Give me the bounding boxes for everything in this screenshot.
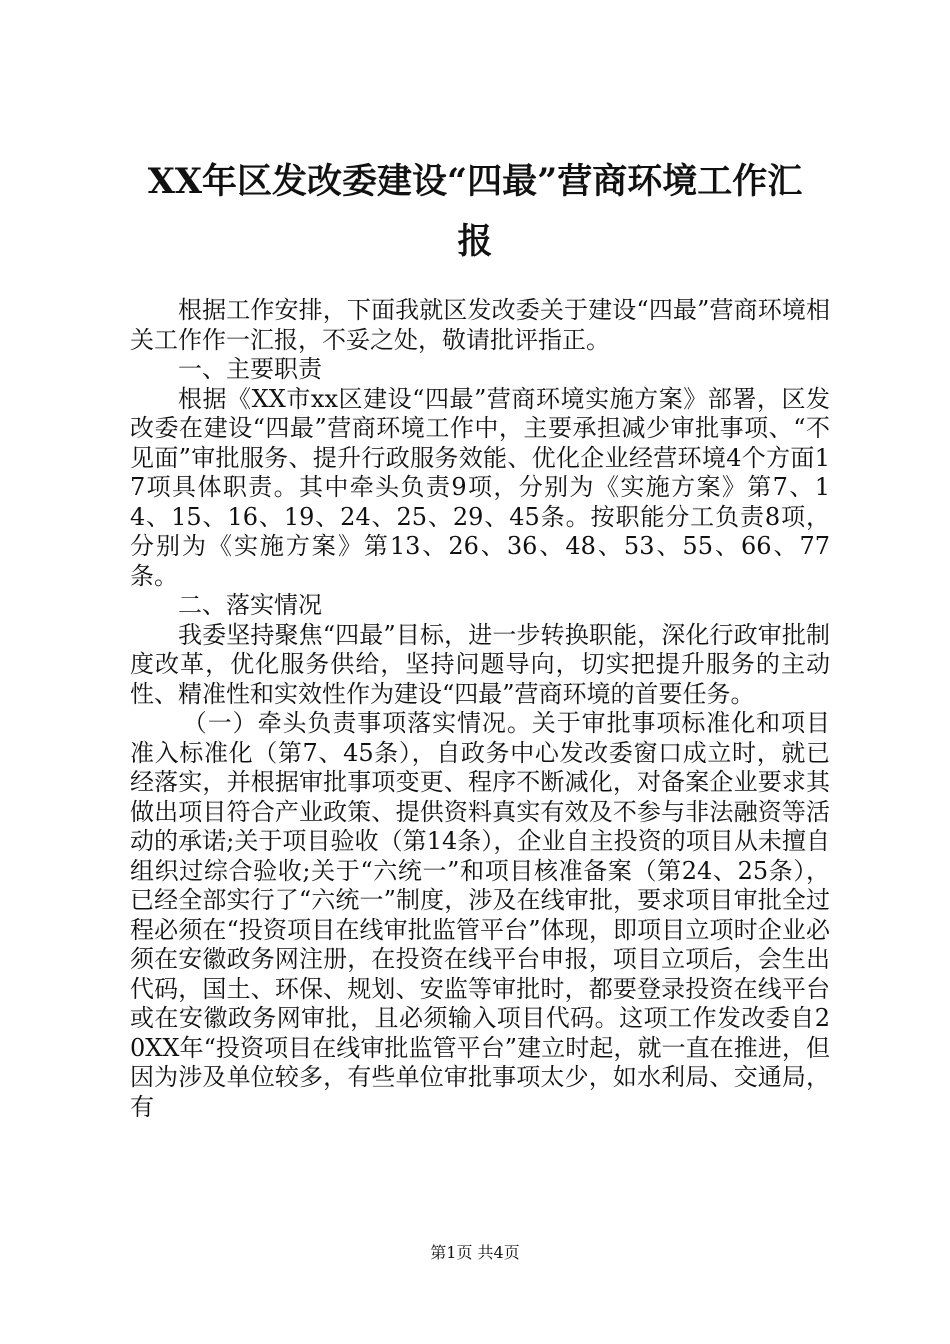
- document-title-line-2: 报: [457, 221, 493, 262]
- intro-paragraph: 根据工作安排，下面我就区发改委关于建设“四最”营商环境相关工作作一汇报，不妥之处，敬请批评指正。: [130, 296, 830, 354]
- lead-items-paragraph: （一）牵头负责事项落实情况。关于审批事项标准化和项目准入标准化（第7、45条），自政务中心发改委窗口成立时，就已经落实，并根据审批事项变更、程序不断减化，对备案企业要求其做出项目符合产业政策、提供资料真实有效及不参与非法融资等活动的承诺;关于项目验收（第14条），企业自主投资的项目从未擅自组织过综合验收;关于“六统一”和项目核准备案（第24、25条），已经全部实行了“六统一”制度，涉及在线审批，要求项目审批全过程必须在“投资项目在线审批监管平台”体现，即项目立项时企业必须在安徽政务网注册，在投资在线平台申报，项目立项后，会生出代码，国土、环保、规划、安监等审批时，都要登录投资在线平台或在安徽政务网审批，且必须输入项目代码。这项工作发改委自20XX年“投资项目在线审批监管平台”建立时起，就一直在推进，但因为涉及单位较多，有些单位审批事项太少，如水利局、交通局，有: [130, 709, 830, 1121]
- section-heading-main-duties: 一、主要职责: [178, 355, 322, 383]
- duties-paragraph: 根据《XX市xx区建设“四最”营商环境实施方案》部署，区发改委在建设“四最”营商环境工作中，主要承担减少审批事项、“不见面”审批服务、提升行政服务效能、优化企业经营环境4个方面17项具体职责。其中牵头负责9项，分别为《实施方案》第7、14、15、16、19、24、25、29、45条。按职能分工负责8项，分别为《实施方案》第13、26、36、48、53、55、66、77条。: [130, 384, 830, 590]
- page-footer: 第1页 共4页: [430, 1243, 520, 1262]
- section-heading-implementation: 二、落实情况: [178, 591, 322, 619]
- document-body: [130, 296, 830, 1122]
- document-title-line-1: XX年区发改委建设“四最”营商环境工作汇: [147, 161, 803, 202]
- implementation-paragraph: 我委坚持聚焦“四最”目标，进一步转换职能，深化行政审批制度改革，优化服务供给，坚持问题导向，切实把提升服务的主动性、精准性和实效性作为建设“四最”营商环境的首要任务。: [130, 620, 830, 708]
